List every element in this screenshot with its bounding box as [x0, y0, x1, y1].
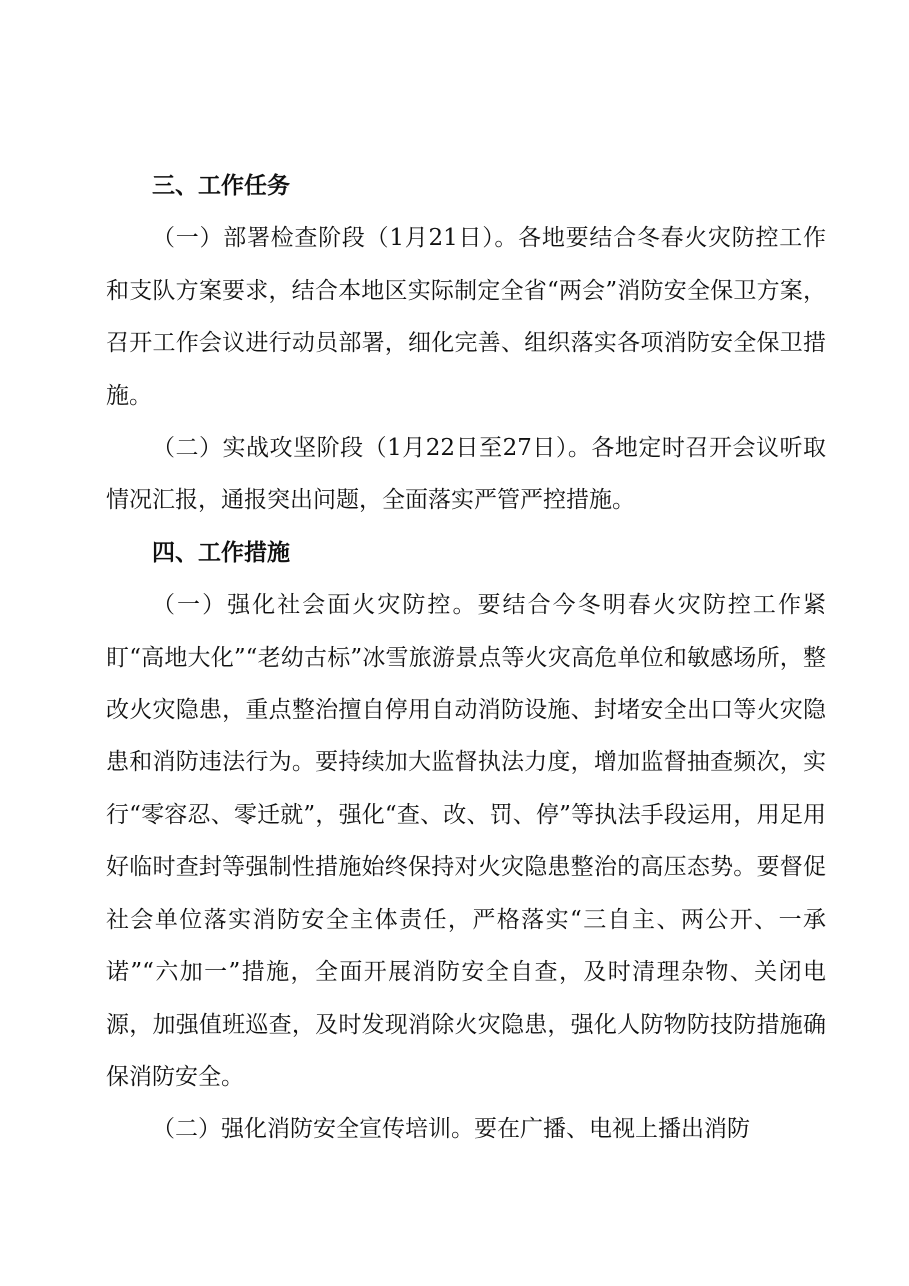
section-heading-work-tasks: 三、工作任务: [152, 173, 290, 199]
paragraph-safety-training: （二）强化消防安全宣传培训。要在广播、电视上播出消防: [152, 1116, 750, 1143]
section-heading-work-measures: 四、工作措施: [152, 539, 290, 566]
paragraph-fire-prevention: （一）强化社会面火灾防控。要结合今冬明春火灾防控工作紧盯“高地大化”“老幼古标”冰雪旅游景点等火灾高危单位和敏感场所，整改火灾隐患，重点整治擅自停用自动消防设施、封堵安全出口等火灾隐患和消防违法行为。要持续加大监督执法力度，增加监督抽查频次，实行“零容忍、零迁就”，强化“查、改、罚、停”等执法手段运用，用足用好临时查封等强制性措施始终保持对火灾隐患整治的高压态势。要督促社会单位落实消防安全主体责任，严格落实“三自主、两公开、一承诺”“六加一”措施，全面开展消防安全自查，及时清理杂物、关闭电源，加强值班巡查，及时发现消除火灾隐患，强化人防物防技防措施确保消防安全。: [106, 592, 826, 1090]
document-body: [106, 160, 826, 1156]
paragraph-deployment-stage: （一）部署检查阶段（1月21日）。各地要结合冬春火灾防控工作和支队方案要求，结合本地区实际制定全省“两会”消防安全保卫方案，召开工作会议进行动员部署，细化完善、组织落实各项消防安全保卫措施。: [106, 225, 826, 409]
paragraph-combat-stage: （二）实战攻坚阶段（1月22日至27日）。各地定时召开会议听取情况汇报，通报突出问题，全面落实严管严控措施。: [106, 435, 826, 514]
